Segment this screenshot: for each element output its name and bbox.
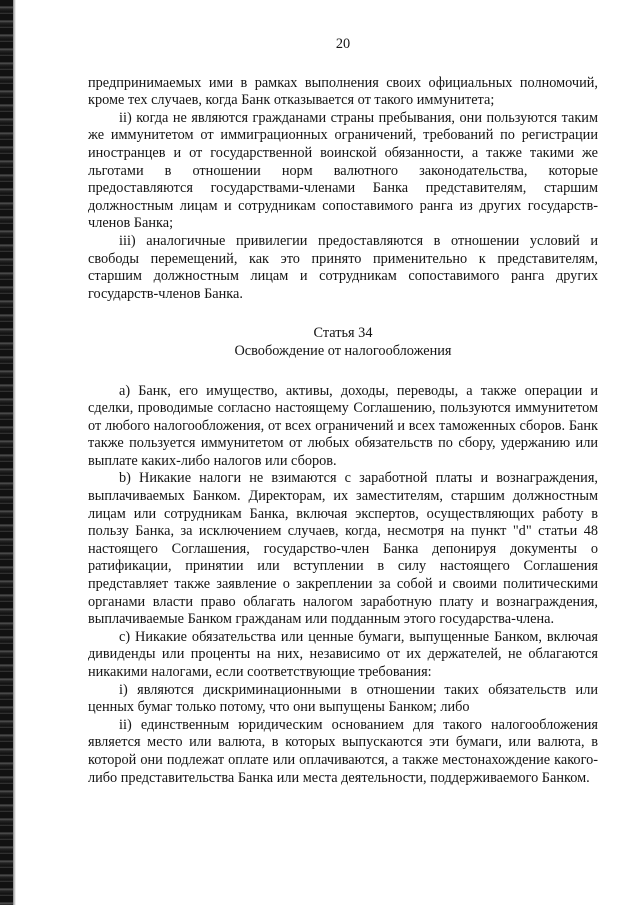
paragraph-b: b) Никакие налоги не взимаются с заработной платы и вознаграждения, выплачиваемых Банком. Директорам, их заместителям, старшим должностным лицам или сотрудникам Банка, включая экспертов, осуществляющих работу в пользу Банка, за исключением случаев, когда, несмотря на пункт "d" статьи 48 настоящего Соглашения, государство-член Банка депонируя документы о ратификации, принятии или вступлении в силу настоящего Соглашения представляет также заявление о закреплении за собой и своими политическими органами власти право облагать налогом заработную плату и вознаграждения, выплачиваемые Банком гражданам или подданным этого государства-члена.	[88, 470, 598, 628]
paragraph-continuation: предпринимаемых ими в рамках выполнения своих официальных полномочий, кроме тех случаев, когда Банк отказывается от такого иммунитета;	[88, 74, 598, 109]
paragraph-c-ii: ii) единственным юридическим основанием для такого налогообложения является место или валюта, в которых выпускаются эти бумаги, или валюта, в которой они подлежат оплате или оплачиваются, а также местонахождение какого-либо представительства Банка или места деятельности, поддерживаемого Банком.	[88, 716, 598, 786]
article-title: Освобождение от налогообложения	[234, 342, 452, 359]
article-number: Статья 34	[313, 325, 373, 342]
paragraph-a: а) Банк, его имущество, активы, доходы, переводы, а также операции и сделки, проводимые согласно настоящему Соглашению, пользуются иммунитетом от любого налогообложения, от всех ограничений и всех таможенных сборов. Банк также пользуется иммунитетом от любых обязательств по сбору, удержанию или выплате каких-либо налогов или сборов.	[88, 382, 598, 469]
paragraph-c-i: i) являются дискриминационными в отношении таких обязательств или ценных бумаг только потому, что они выпущены Банком; либо	[88, 681, 598, 716]
paragraph-item-iii: iii) аналогичные привилегии предоставляются в отношении условий и свободы перемещений, как это принято применительно к представителям, старшим должностным лицам и сотрудникам сопоставимого ранга других государств-членов Банка.	[88, 232, 598, 302]
scan-edge-artifact	[0, 0, 13, 905]
paragraph-c: c) Никакие обязательства или ценные бумаги, выпущенные Банком, включая дивиденды или проценты на них, независимо от их держателей, не облагаются никакими налогами, если соответствующие требования:	[88, 628, 598, 680]
document-page	[88, 36, 598, 787]
paragraph-item-ii: ii) когда не являются гражданами страны пребывания, они пользуются таким же иммунитетом от иммиграционных ограничений, требований по регистрации иностранцев и от государственной воинской обязанности, а также такими же льготами в отношении норм валютного законодательства, которые предоставляются государствами-членами Банка представителям, старшим должностным лицам и сотрудникам сопоставимого ранга из других государств-членов Банка;	[88, 109, 598, 232]
page-number: 20	[335, 36, 351, 52]
